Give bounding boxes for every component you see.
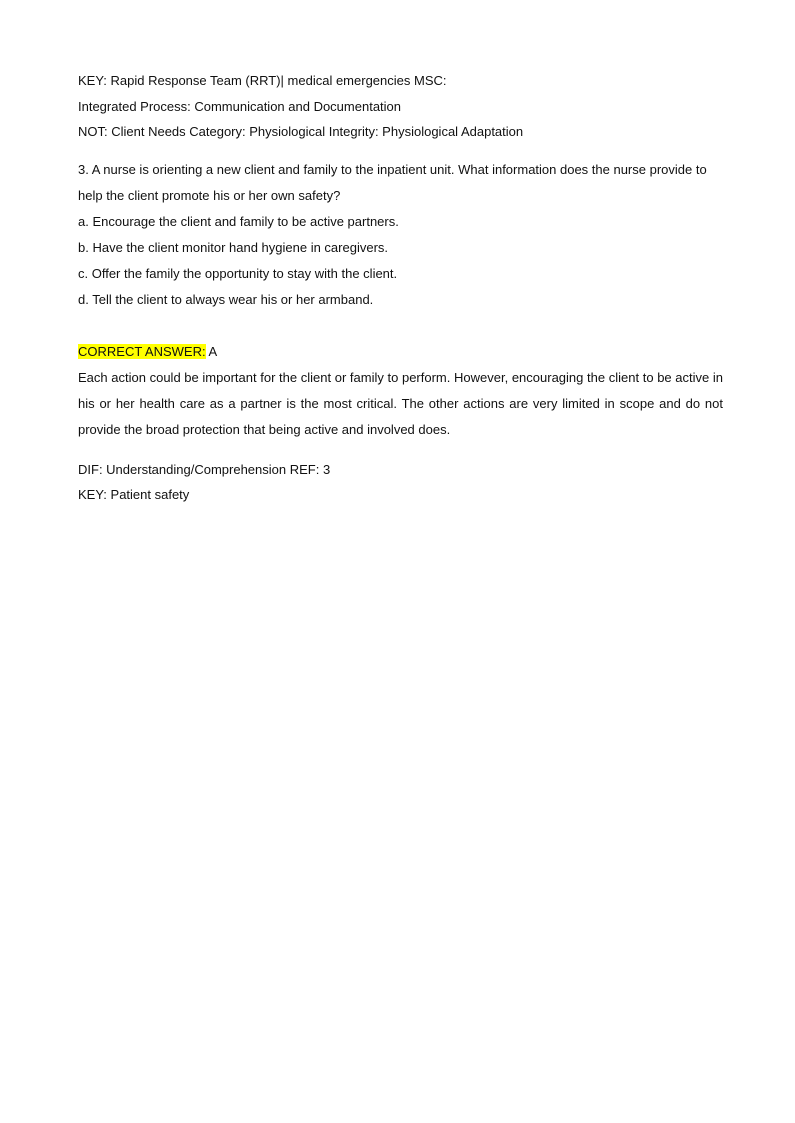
correct-answer-value: A (205, 343, 218, 359)
option-d: d. Tell the client to always wear his or her armband. (78, 291, 374, 307)
previous-question-metadata (78, 68, 723, 145)
option-b: b. Have the client monitor hand hygiene in caregivers. (78, 239, 389, 255)
meta-process-line: Integrated Process: Communication and Documentation (78, 98, 402, 114)
answer-rationale: Each action could be important for the client or family to perform. However, encouraging the client to be active in his or her health care as a partner is the most critical. The other actions are very limited in scope and do not provide the broad protection that being active and involved does. (78, 369, 723, 437)
meta-not-line: NOT: Client Needs Category: Physiological Integrity: Physiological Adaptation (78, 124, 524, 139)
option-c: c. Offer the family the opportunity to stay with the client. (78, 265, 398, 281)
correct-answer-line (78, 339, 723, 365)
answer-options (78, 209, 723, 313)
option-a: a. Encourage the client and family to be active partners. (78, 213, 399, 229)
answer-block (78, 339, 723, 443)
dif-line: DIF: Understanding/Comprehension REF: 3 (78, 461, 331, 477)
meta-key-line: KEY: Rapid Response Team (RRT)| medical emergencies MSC: (78, 73, 447, 88)
document-content (78, 68, 723, 507)
correct-answer-label: CORRECT ANSWER: (78, 343, 206, 359)
question-text: 3. A nurse is orienting a new client and family to the inpatient unit. What information does the nurse provide to help the client promote his or her own safety? (78, 161, 707, 203)
question-metadata (78, 457, 723, 507)
key-line: KEY: Patient safety (78, 486, 190, 502)
question-block (78, 157, 723, 313)
